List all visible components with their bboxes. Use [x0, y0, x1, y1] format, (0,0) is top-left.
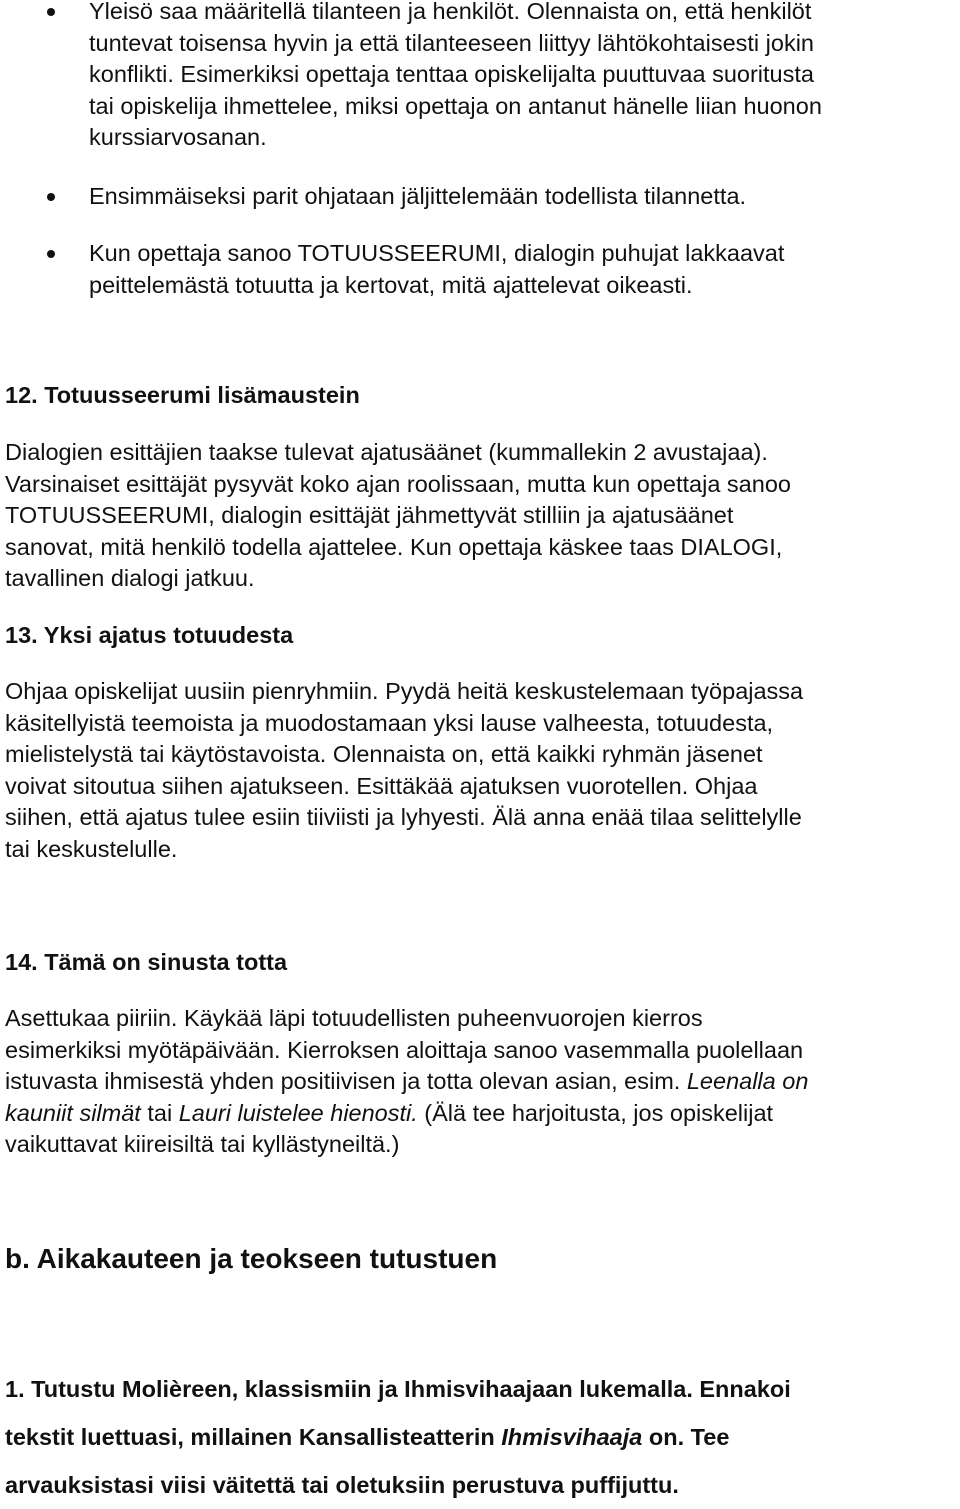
- bullet-line: tuntevat toisensa hyvin ja että tilanteeseen liittyy lähtökohtaisesti jokin: [89, 29, 815, 56]
- body-line: voivat sitoutua siihen ajatukseen. Esittäkää ajatuksen vuorotellen. Ohjaa: [5, 772, 758, 799]
- bullet-line: Ensimmäiseksi parit ohjataan jäljittelemään todellista tilannetta.: [89, 183, 747, 209]
- body-line: TOTUUSSEERUMI, dialogin esittäjät jähmettyvät stilliin ja ajatusäänet: [5, 502, 734, 528]
- bullet-line: tai opiskelija ihmettelee, miksi opettaja on antanut hänelle liian huonon: [89, 92, 822, 119]
- task-line: arvauksistasi viisi väitettä tai oletuksiin perustuva puffijuttu.: [5, 1472, 679, 1498]
- body-text: (Älä tee harjoitusta, jos opiskelijat: [417, 1099, 774, 1126]
- section-13-heading: 13. Yksi ajatus totuudesta: [5, 622, 294, 648]
- play-title: Ihmisvihaaja: [501, 1424, 643, 1450]
- bullet-line: Yleisö saa määritellä tilanteen ja henkilöt. Olennaista on, että henkilöt: [89, 0, 812, 24]
- body-line: tavallinen dialogi jatkuu.: [5, 565, 255, 591]
- body-text: tai: [140, 1099, 179, 1126]
- bullet-line: konflikti. Esimerkiksi opettaja tenttaa opiskelijalta puuttuvaa suoritusta: [89, 61, 814, 87]
- section-13-body: [5, 676, 955, 865]
- section-14-body: [5, 1003, 955, 1161]
- body-line: siihen, että ajatus tulee esiin tiiviisti ja lyhyesti. Älä anna enää tilaa selittelylle: [5, 804, 802, 830]
- example-text: Leenalla on: [686, 1068, 809, 1094]
- body-line: Dialogien esittäjien taakse tulevat ajatusäänet (kummallekin 2 avustajaa).: [5, 439, 768, 465]
- bullet-item: [89, 0, 955, 154]
- bullet-line: Kun opettaja sanoo TOTUUSSEERUMI, dialogin puhujat lakkaavat: [89, 240, 785, 266]
- section-14-heading: 14. Tämä on sinusta totta: [5, 949, 288, 975]
- task-line: 1. Tutustu Molièreen, klassismiin ja Ihmisvihaajaan lukemalla. Ennakoi: [5, 1376, 791, 1402]
- example-text: Lauri luistelee hienosti.: [178, 1099, 418, 1126]
- body-line: [5, 1098, 955, 1130]
- body-line: mielistelystä tai käytöstavoista. Olennaista on, että kaikki ryhmän jäsenet: [5, 741, 763, 767]
- body-line: Asettukaa piiriin. Käykää läpi totuudellisten puheenvuorojen kierros: [5, 1005, 703, 1031]
- body-line: Varsinaiset esittäjät pysyvät koko ajan roolissaan, mutta kun opettaja sanoo: [5, 470, 791, 497]
- body-line: [5, 1066, 955, 1098]
- body-text: istuvasta ihmisestä yhden positiivisen ja totta olevan asian, esim.: [5, 1068, 687, 1094]
- body-line: vaikuttavat kiireisiltä tai kyllästyneiltä.): [5, 1131, 400, 1157]
- task-text: on. Tee: [642, 1424, 730, 1450]
- example-text: kauniit silmät: [5, 1099, 141, 1126]
- body-line: esimerkiksi myötäpäivään. Kierroksen aloittaja sanoo vasemmalla puolellaan: [5, 1036, 804, 1063]
- body-line: sanovat, mitä henkilö todella ajattelee. Kun opettaja käskee taas DIALOGI,: [5, 533, 783, 560]
- section-b-heading: b. Aikakauteen ja teokseen tutustuen: [5, 1243, 498, 1274]
- bullet-item: [89, 238, 955, 301]
- bullet-icon: [47, 193, 55, 201]
- bullet-line: kurssiarvosanan.: [89, 124, 267, 150]
- bullet-icon: [47, 250, 55, 258]
- bullet-line: peittelemästä totuutta ja kertovat, mitä ajattelevat oikeasti.: [89, 271, 693, 298]
- task-1-paragraph: [5, 1365, 955, 1509]
- bullet-icon: [47, 8, 55, 16]
- body-line: Ohjaa opiskelijat uusiin pienryhmiin. Pyydä heitä keskustelemaan työpajassa: [5, 678, 804, 704]
- body-line: tai keskustelulle.: [5, 835, 178, 862]
- body-line: käsitellyistä teemoista ja muodostamaan yksi lause valheesta, totuudesta,: [5, 709, 774, 736]
- section-12-heading: 12. Totuusseerumi lisämaustein: [5, 382, 360, 408]
- task-text: tekstit luettuasi, millainen Kansallisteatterin: [5, 1424, 502, 1450]
- bullet-item: [89, 181, 955, 213]
- section-12-body: [5, 437, 955, 595]
- task-line: [5, 1413, 955, 1461]
